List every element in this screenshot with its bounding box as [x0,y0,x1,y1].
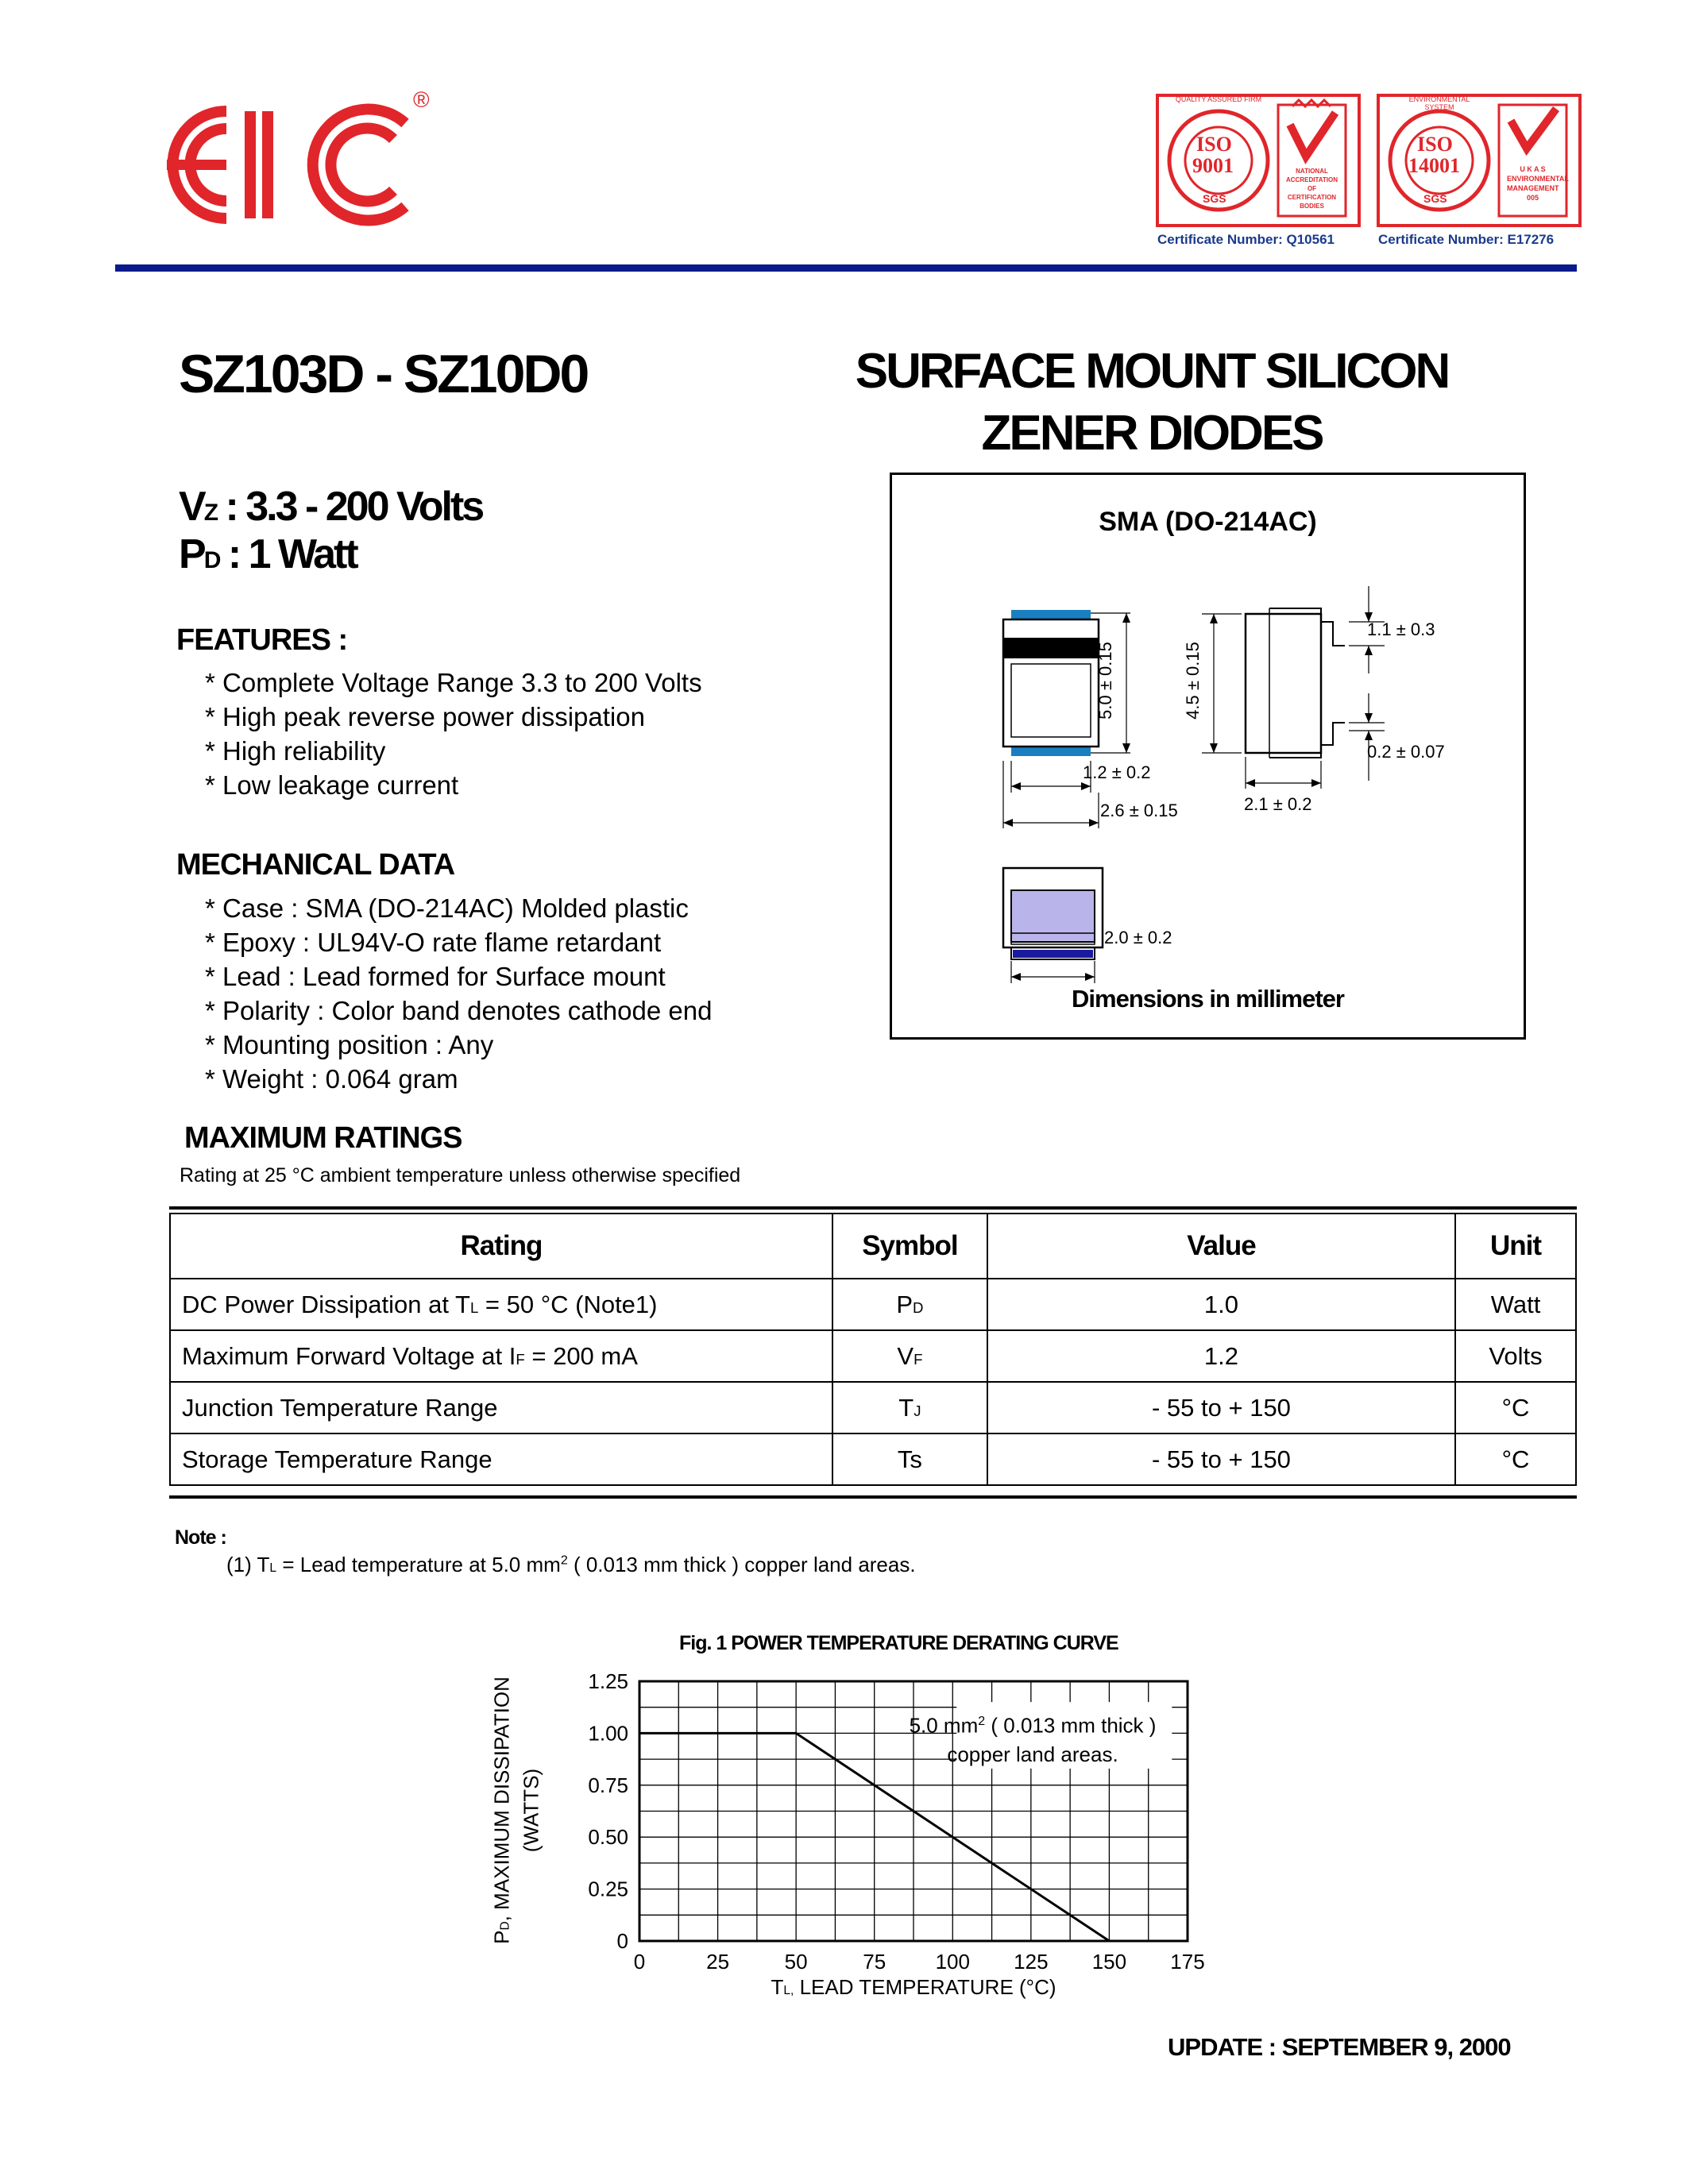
feature-item: * Complete Voltage Range 3.3 to 200 Volts [205,668,702,697]
vz-spec [179,483,482,531]
symbol-cell: PD [832,1279,987,1330]
table-header-row [170,1214,1576,1279]
y-tick-label: 1.00 [588,1721,628,1746]
feature-item: * High peak reverse power dissipation [205,702,645,731]
mechanical-item: * Mounting position : Any [205,1030,494,1059]
features-list [205,666,702,802]
mechanical-title: MECHANICAL DATA [176,848,455,882]
dim-pad-width: 2.0 ± 0.2 [1104,928,1172,947]
iso-9001-ring-text: QUALITY ASSURED FIRM [1175,95,1262,103]
pd-spec [179,531,357,578]
feature-item: * Low leakage current [205,770,459,800]
dim-lead-thick: 0.2 ± 0.07 [1367,742,1445,762]
y-tick-label: 1.25 [588,1669,628,1693]
ratings-table [169,1213,1577,1486]
rating-cell: Storage Temperature Range [170,1433,832,1485]
features-title: FEATURES : [176,623,348,657]
x-tick-label: 175 [1170,1950,1205,1974]
feature-item: * High reliability [205,736,386,766]
value-cell: 1.2 [987,1330,1455,1382]
rating-cell: Junction Temperature Range [170,1382,832,1433]
x-tick-label: 150 [1091,1950,1127,1974]
package-end-view [1003,868,1103,983]
dim-height-body: 5.0 ± 0.15 [1095,642,1115,720]
mechanical-item: * Weight : 0.064 gram [205,1064,458,1094]
ylabel-line2: (WATTS) [519,1768,543,1853]
mechanical-item: * Epoxy : UL94V-O rate flame retardant [205,928,662,957]
description-line1: SURFACE MOUNT SILICON [855,344,1449,399]
y-tick-label: 0.50 [588,1825,628,1850]
package-side-view [1202,586,1385,789]
unit-cell: °C [1455,1382,1576,1433]
y-tick-label: 0.25 [588,1877,628,1901]
x-tick-label: 75 [863,1950,886,1974]
symbol-cell: VF [832,1330,987,1382]
annotation-line1: 5.0 $mm^2$ ( 0.013 mm thick ) [909,1713,1157,1738]
mechanical-list [205,891,712,1096]
dim-lead-top: 1.1 ± 0.3 [1367,619,1435,639]
update-date: UPDATE : SEPTEMBER 9, 2000 [1168,2033,1511,2061]
ratings-subtitle: Rating at 25 °C ambient temperature unless otherwise specified [180,1164,741,1187]
dim-lead-width: 1.2 ± 0.2 [1083,762,1151,782]
eic-logo-mark [151,95,421,234]
annotation-line2: copper land areas. [947,1742,1118,1766]
col-header-value: Value [987,1214,1455,1279]
part-number: SZ103D - SZ10D0 [179,344,588,404]
pd-subscript: D [203,547,219,573]
chart-annotation [882,1707,1184,1769]
certificate-number-2: Certificate Number: E17276 [1378,232,1555,247]
x-tick-label: 125 [1014,1950,1049,1974]
x-tick-label: 50 [784,1950,808,1974]
package-title: SMA (DO-214AC) [1099,507,1317,537]
iso-14001-standard: ISO [1417,133,1453,156]
value-cell: - 55 to + 150 [987,1433,1455,1485]
x-tick-label: 100 [935,1950,970,1974]
unit-cell: °C [1455,1433,1576,1485]
iso-14001-badge [1377,94,1582,227]
value-cell: 1.0 [987,1279,1455,1330]
unit-cell: Volts [1455,1330,1576,1382]
certificate-number-1: Certificate Number: Q10561 [1157,232,1335,247]
ylabel-line1: PD, MAXIMUM DISSIPATION [489,1677,514,1944]
iso-9001-side-text: NATIONAL ACCREDITATION OF CERTIFICATION BODIES [1286,168,1338,210]
dim-height-inner: 4.5 ± 0.15 [1182,642,1203,720]
mechanical-item: * Lead : Lead formed for Surface mount [205,962,666,991]
iso-9001-standard: ISO [1196,133,1232,156]
y-tick-label: 0 [616,1929,628,1953]
package-outline-box [890,473,1526,1040]
ratings-title: MAXIMUM RATINGS [184,1121,462,1155]
table-row [170,1382,1576,1433]
eic-logo [151,95,421,234]
x-tick-label: 0 [633,1950,646,1974]
unit-cell: Watt [1455,1279,1576,1330]
description-line2: ZENER DIODES [981,406,1323,461]
table-top-rule [169,1206,1577,1210]
rating-cell: DC Power Dissipation at TL = 50 °C (Note1) [170,1279,832,1330]
col-header-rating: Rating [170,1214,832,1279]
vz-symbol: V [179,484,204,530]
col-header-symbol: Symbol [832,1214,987,1279]
note-title: Note : [175,1526,226,1549]
vz-value: : 3.3 - 200 Volts [225,484,483,530]
symbol-cell: TJ [832,1382,987,1433]
chart-ylabel [469,1664,564,1950]
col-header-unit: Unit [1455,1214,1576,1279]
iso-14001-side-text: U K A S ENVIRONMENTAL MANAGEMENT 005 [1507,165,1569,202]
registered-mark: ® [413,87,430,112]
iso-14001-ring-text: ENVIRONMENTAL SYSTEM [1408,95,1470,111]
dim-side-depth: 2.1 ± 0.2 [1244,794,1312,814]
chart-title: Fig. 1 POWER TEMPERATURE DERATING CURVE [679,1632,1118,1654]
symbol-cell: Ts [832,1433,987,1485]
dim-body-width: 2.6 ± 0.15 [1100,801,1178,820]
value-cell: - 55 to + 150 [987,1382,1455,1433]
x-tick-label: 25 [706,1950,730,1974]
package-footer: Dimensions in millimeter [1072,985,1344,1013]
iso-9001-number: 9001 [1192,154,1234,177]
mechanical-item: * Case : SMA (DO-214AC) Molded plastic [205,893,689,923]
mechanical-item: * Polarity : Color band denotes cathode end [205,996,713,1025]
table-row [170,1330,1576,1382]
pd-value: : 1 Watt [227,531,357,577]
vz-subscript: Z [203,500,217,526]
table-bottom-rule [169,1495,1577,1499]
table-row [170,1433,1576,1485]
rating-cell: Maximum Forward Voltage at IF = 200 mA [170,1330,832,1382]
note-text: (1) TL = Lead temperature at 5.0 $mm^2$ ( 0.013 mm thick ) copper land areas. [226,1553,916,1576]
header-rule [115,264,1577,272]
y-tick-label: 0.75 [588,1773,628,1797]
iso-14001-certifier: SGS [1423,192,1447,205]
table-row [170,1279,1576,1330]
iso-9001-certifier: SGS [1203,192,1226,205]
iso-9001-badge [1156,94,1361,227]
chart-xlabel: TL, LEAD TEMPERATURE (°C) [771,1975,1056,1999]
pd-symbol: P [179,531,204,577]
iso-14001-number: 14001 [1408,154,1460,177]
